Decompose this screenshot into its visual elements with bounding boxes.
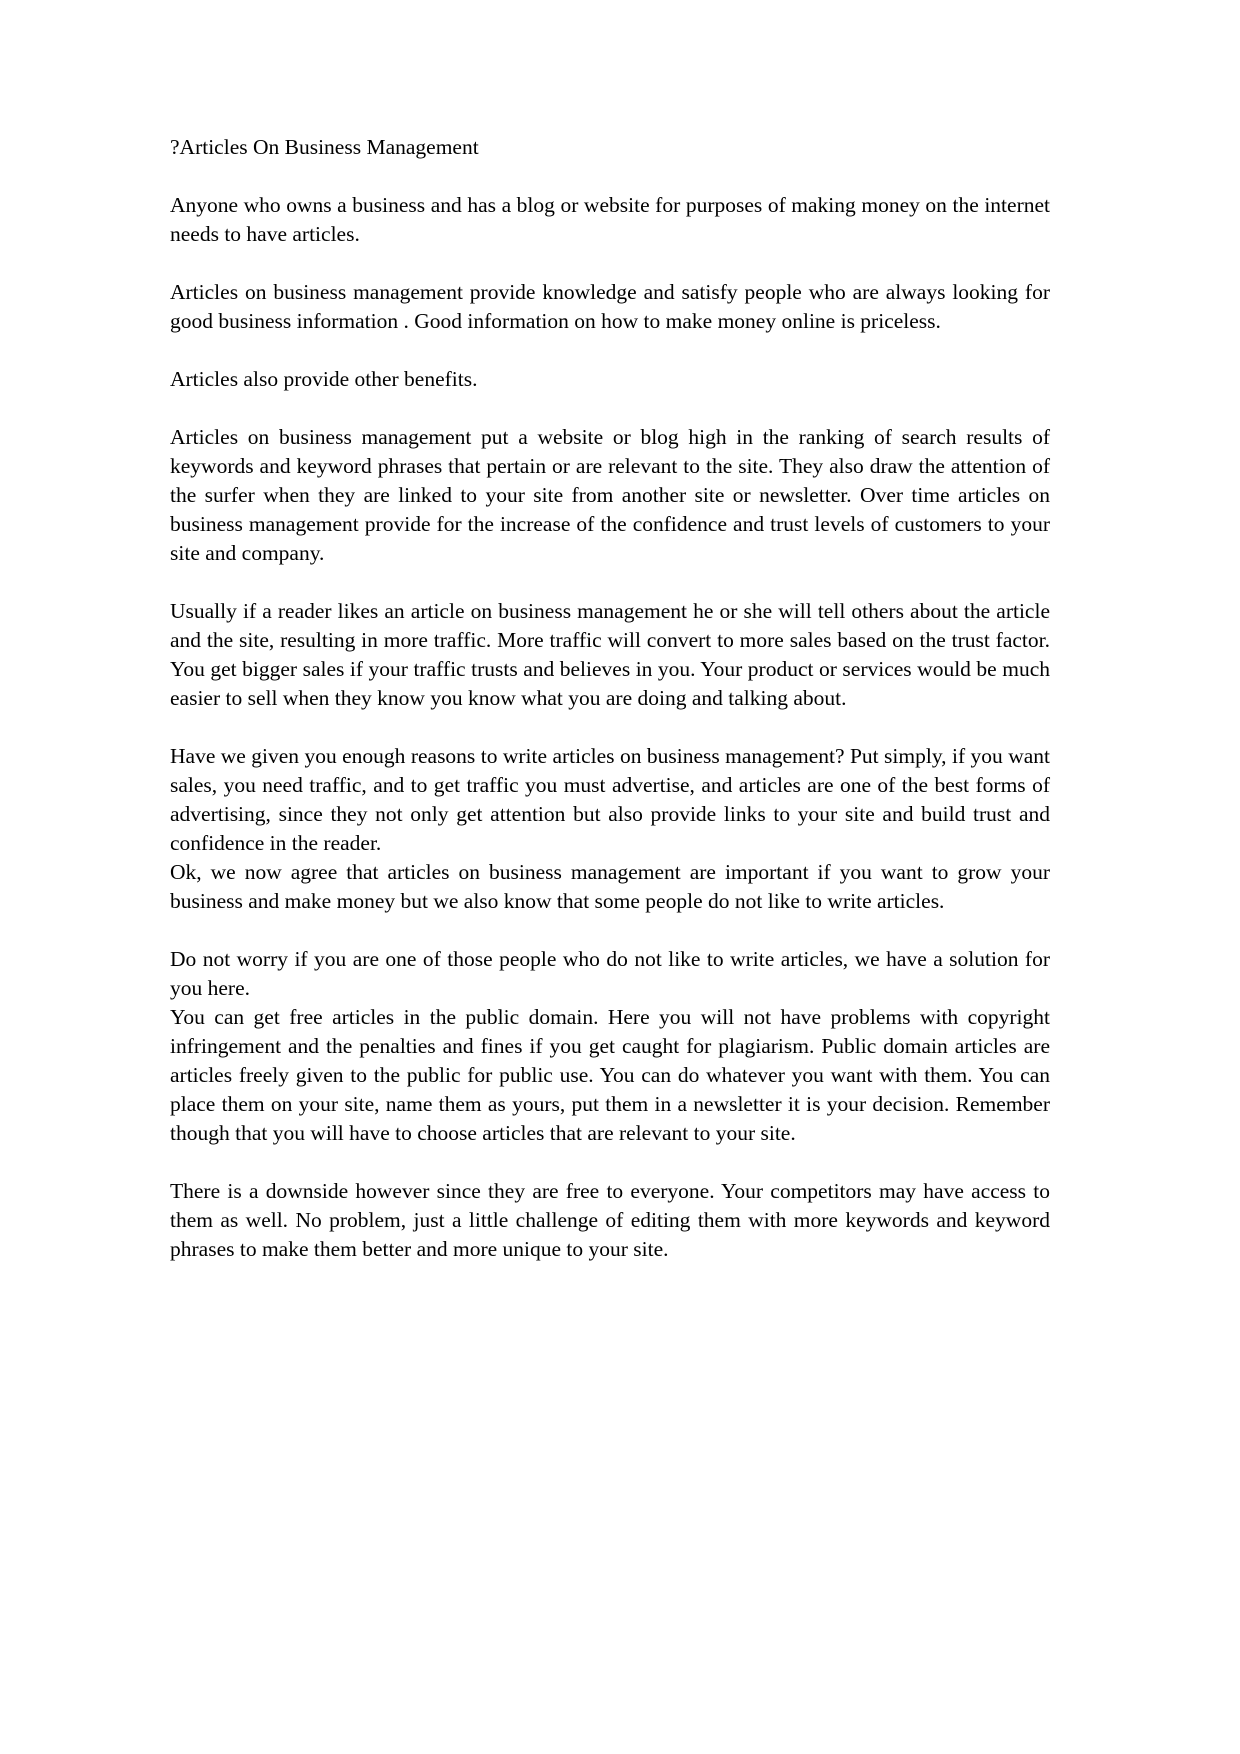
paragraph-ok-we-now-agree: Ok, we now agree that articles on business management are important if you want to grow your business and make money but we also know that some people do not like to write articles.: [170, 860, 1050, 913]
paragraph-enough-reasons: Have we given you enough reasons to write articles on business management? Put simply, if you want sales, you need traffic, and to get traffic you must advertise, and articles are one of the best forms of advertising, since they not only get attention but also provide links to your site and build trust and confidence in the reader.: [170, 744, 1050, 855]
paragraph-reader-likes-article: Usually if a reader likes an article on business management he or she will tell others about the article and the site, resulting in more traffic. More traffic will convert to more sales based on the trust factor. You get bigger sales if your traffic trusts and believes in you. Your product or services would be much easier to sell when they know you know what you are doing and talking about.: [170, 599, 1050, 710]
paragraph-ranking-of-search: Articles on business management put a website or blog high in the ranking of search results of keywords and keyword phrases that pertain or are relevant to the site. They also draw the attention of the surfer when they are linked to your site from another site or newsletter. Over time articles on business management provide for the increase of the confidence and trust levels of customers to your site and company.: [170, 425, 1050, 565]
paragraph-downside: There is a downside however since they are free to everyone. Your competitors may have access to them as well. No problem, just a little challenge of editing them with more keywords and keyword phrases to make them better and more unique to your site.: [170, 1179, 1050, 1261]
paragraph-provide-knowledge: Articles on business management provide knowledge and satisfy people who are always looking for good business information . Good information on how to make money online is priceless.: [170, 280, 1050, 333]
paragraph-anyone-who-owns: Anyone who owns a business and has a blog or website for purposes of making money on the internet needs to have articles.: [170, 193, 1050, 246]
paragraph-do-not-worry: Do not worry if you are one of those people who do not like to write articles, we have a solution for you here.: [170, 947, 1050, 1000]
page-title: ?Articles On Business Management: [170, 135, 479, 159]
paragraph-free-public-domain: You can get free articles in the public domain. Here you will not have problems with copyright infringement and the penalties and fines if you get caught for plagiarism. Public domain articles are articles freely given to the public for public use. You can do whatever you want with them. You can place them on your site, name them as yours, put them in a newsletter it is your decision. Remember though that you will have to choose articles that are relevant to your site.: [170, 1005, 1050, 1145]
paragraph-other-benefits: Articles also provide other benefits.: [170, 367, 478, 391]
